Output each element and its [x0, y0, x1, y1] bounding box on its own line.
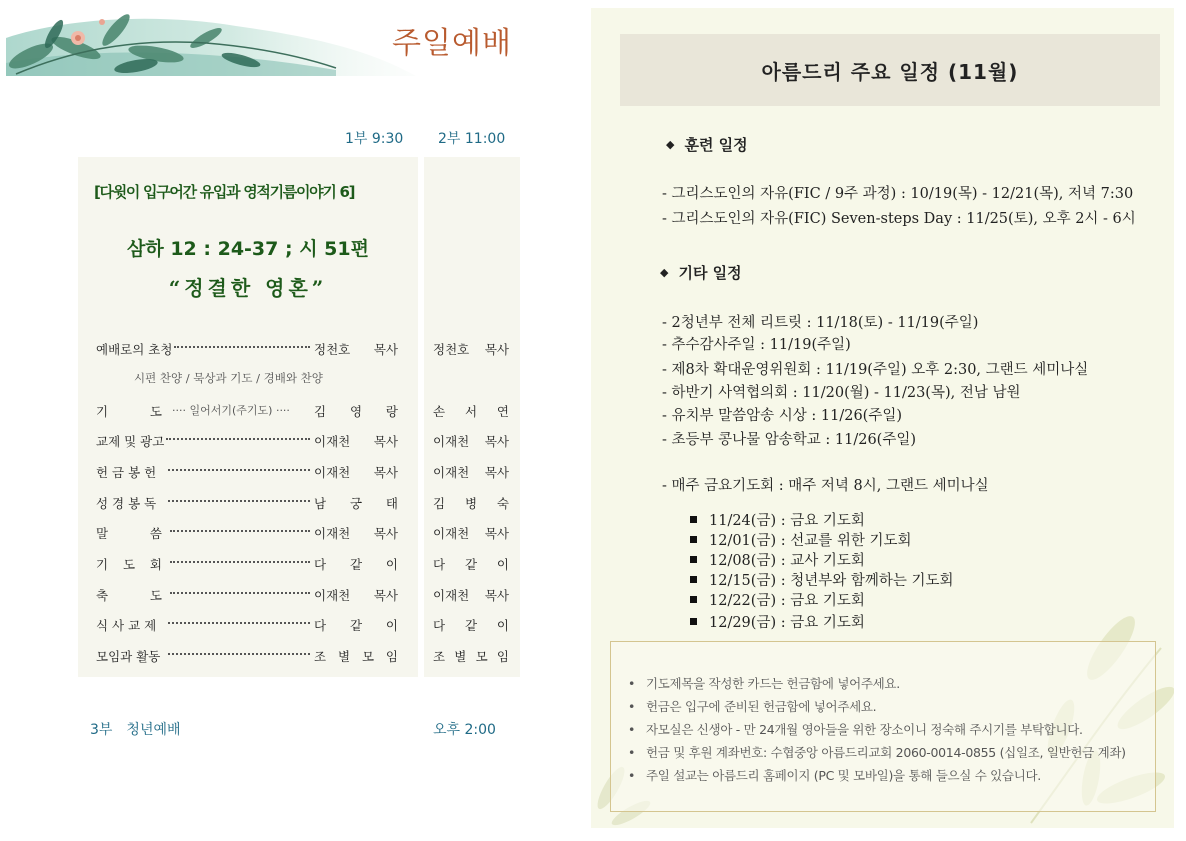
square-bullet-icon: [690, 596, 697, 603]
order-leader-second: 이재천 목사: [433, 526, 509, 541]
schedule-title: 아름드리 주요 일정 (11월): [761, 60, 1019, 84]
other-item: - 유치부 말씀암송 시상 : 11/26(주일): [662, 408, 903, 424]
square-bullet-icon: [690, 576, 697, 583]
order-leader-first: 남 궁 태: [314, 496, 398, 511]
first-service-time: 1부 9:30: [345, 131, 404, 147]
friday-list-item: [690, 509, 865, 530]
order-leader-second: 정천호 목사: [433, 342, 509, 357]
order-leader-first: 김 영 랑: [314, 404, 398, 419]
order-label: 교제 및 광고: [96, 434, 165, 449]
youth-service-time: 오후 2:00: [433, 722, 496, 738]
order-leader-second: 이재천 목사: [433, 465, 509, 480]
order-row-announcements: [96, 432, 520, 450]
notice-text: 주일 설교는 아름드리 홈페이지 (PC 및 모바일)을 통해 들으실 수 있습니다.: [646, 768, 1041, 783]
order-row-invitation: [96, 340, 520, 358]
dot-leader: [168, 622, 310, 624]
order-leader-first: 다 같 이: [314, 557, 398, 572]
order-row-prayer: [96, 402, 520, 420]
friday-list-text: 12/22(금) : 금요 기도회: [709, 593, 865, 609]
order-label: 기 도 회: [96, 557, 162, 572]
square-bullet-icon: [690, 556, 697, 563]
order-leader-second: 다 같 이: [433, 557, 509, 572]
notice-item: [628, 766, 1041, 784]
order-label: 식 사 교 제: [96, 618, 157, 633]
sermon-series: [다윗이 입구어간 유입과 영적기름이야기 6]: [94, 183, 355, 201]
second-service-time: 2부 11:00: [438, 131, 506, 147]
order-label: 성 경 봉 독: [96, 496, 157, 511]
friday-list-item: [690, 569, 954, 590]
friday-list-item: [690, 529, 912, 550]
page-title: 주일예배: [392, 26, 512, 61]
friday-list-text: 11/24(금) : 금요 기도회: [709, 513, 865, 529]
order-leader-first: 이재천 목사: [314, 465, 398, 480]
order-row-offering: [96, 463, 520, 481]
training-item: - 그리스도인의 자유(FIC) Seven-steps Day : 11/25(토), 오후 2시 - 6시: [662, 211, 1136, 227]
other-item: - 제8차 확대운영위원회 : 11/19(주일) 오후 2:30, 그랜드 세미나실: [662, 362, 1089, 378]
training-heading-text: 훈련 일정: [684, 136, 748, 154]
order-row-sermon: [96, 524, 520, 542]
order-leader-second: 김 병 숙: [433, 496, 509, 511]
square-bullet-icon: [690, 516, 697, 523]
youth-service-label: 3부 청년예배: [90, 722, 181, 738]
order-leader-first: 정천호 목사: [314, 342, 398, 357]
order-row-benediction: [96, 586, 520, 604]
order-label: 축 도: [96, 588, 162, 603]
order-label: 헌 금 봉 헌: [96, 465, 157, 480]
other-item: - 2청년부 전체 리트릿 : 11/18(토) - 11/19(주일): [662, 315, 979, 331]
order-label: 말 씀: [96, 526, 162, 541]
order-row-scripture-reading: [96, 494, 520, 512]
friday-list-text: 12/08(금) : 교사 기도회: [709, 553, 865, 569]
other-section-heading: [660, 262, 742, 283]
order-leader-first: 다 같 이: [314, 618, 398, 633]
order-leader-second: 조 별 모 임: [433, 649, 509, 664]
order-leader-first: 이재천 목사: [314, 526, 398, 541]
notice-item: [628, 697, 876, 715]
bullet-dot-icon: •: [628, 745, 636, 760]
notice-text: 헌금은 입구에 준비된 헌금함에 넣어주세요.: [646, 699, 877, 714]
order-leader-second: 이재천 목사: [433, 434, 509, 449]
order-row-group-activity: [96, 647, 520, 665]
diamond-bullet-icon: ◆: [660, 266, 669, 279]
bullet-dot-icon: •: [628, 768, 636, 783]
other-item: - 추수감사주일 : 11/19(주일): [662, 337, 851, 353]
notice-text: 기도제목을 작성한 카드는 헌금함에 넣어주세요.: [646, 676, 900, 691]
friday-list-text: 12/29(금) : 금요 기도회: [709, 615, 865, 631]
order-row-fellowship-meal: [96, 616, 520, 634]
friday-list-item: [690, 611, 865, 632]
other-item: - 하반기 사역협의회 : 11/20(월) - 11/23(목), 전남 남원: [662, 385, 1021, 401]
order-note: ···· 일어서기(주기도) ····: [172, 404, 290, 417]
diamond-bullet-icon: ◆: [666, 138, 675, 151]
order-leader-first: 조 별 모 임: [314, 649, 398, 664]
notice-text: 헌금 및 후원 계좌번호: 수협중앙 아름드리교회 2060-0014-0855 (십일조, 일반헌금 계좌): [646, 745, 1126, 760]
scripture-reference: 삼하 12 : 24-37 ; 시 51편: [127, 238, 369, 260]
bullet-dot-icon: •: [628, 699, 636, 714]
order-leader-first: 이재천 목사: [314, 588, 398, 603]
square-bullet-icon: [690, 618, 697, 625]
friday-prayer-item: - 매주 금요기도회 : 매주 저녁 8시, 그랜드 세미나실: [662, 478, 989, 494]
order-row-prayer-meeting: [96, 555, 520, 573]
dot-leader: [170, 592, 310, 594]
dot-leader: [170, 530, 310, 532]
dot-leader: [170, 561, 310, 563]
square-bullet-icon: [690, 536, 697, 543]
notice-item: [628, 674, 900, 692]
worship-subline: 시편 찬양 / 묵상과 기도 / 경배와 찬양: [134, 371, 323, 385]
notice-text: 자모실은 신생아 - 만 24개월 영아들을 위한 장소이니 정숙해 주시기를 부탁합니다.: [646, 722, 1083, 737]
training-section-heading: [666, 134, 748, 155]
order-label: 예배로의 초청: [96, 342, 173, 357]
sermon-title: “정결한 영혼”: [168, 276, 328, 300]
order-leader-second: 다 같 이: [433, 618, 509, 633]
order-label: 모임과 활동: [96, 649, 161, 664]
dot-leader: [168, 653, 310, 655]
order-label: 기 도: [96, 404, 162, 419]
order-leader-first: 이재천 목사: [314, 434, 398, 449]
friday-list-text: 12/15(금) : 청년부와 함께하는 기도회: [709, 573, 954, 589]
dot-leader: [168, 500, 310, 502]
friday-list-item: [690, 549, 865, 570]
bullet-dot-icon: •: [628, 722, 636, 737]
bullet-dot-icon: •: [628, 676, 636, 691]
friday-list-item: [690, 589, 865, 610]
training-item: - 그리스도인의 자유(FIC / 9주 과정) : 10/19(목) - 12/21(목), 저녁 7:30: [662, 186, 1134, 202]
notice-item: [628, 720, 1083, 738]
order-leader-second: 이재천 목사: [433, 588, 509, 603]
order-leader-second: 손 서 연: [433, 404, 509, 419]
dot-leader: [174, 346, 310, 348]
friday-list-text: 12/01(금) : 선교를 위한 기도회: [709, 533, 912, 549]
other-heading-text: 기타 일정: [678, 264, 742, 282]
notice-item: [628, 743, 1126, 761]
dot-leader: [168, 469, 310, 471]
other-item: - 초등부 콩나물 암송학교 : 11/26(주일): [662, 432, 917, 448]
dot-leader: [166, 438, 310, 440]
